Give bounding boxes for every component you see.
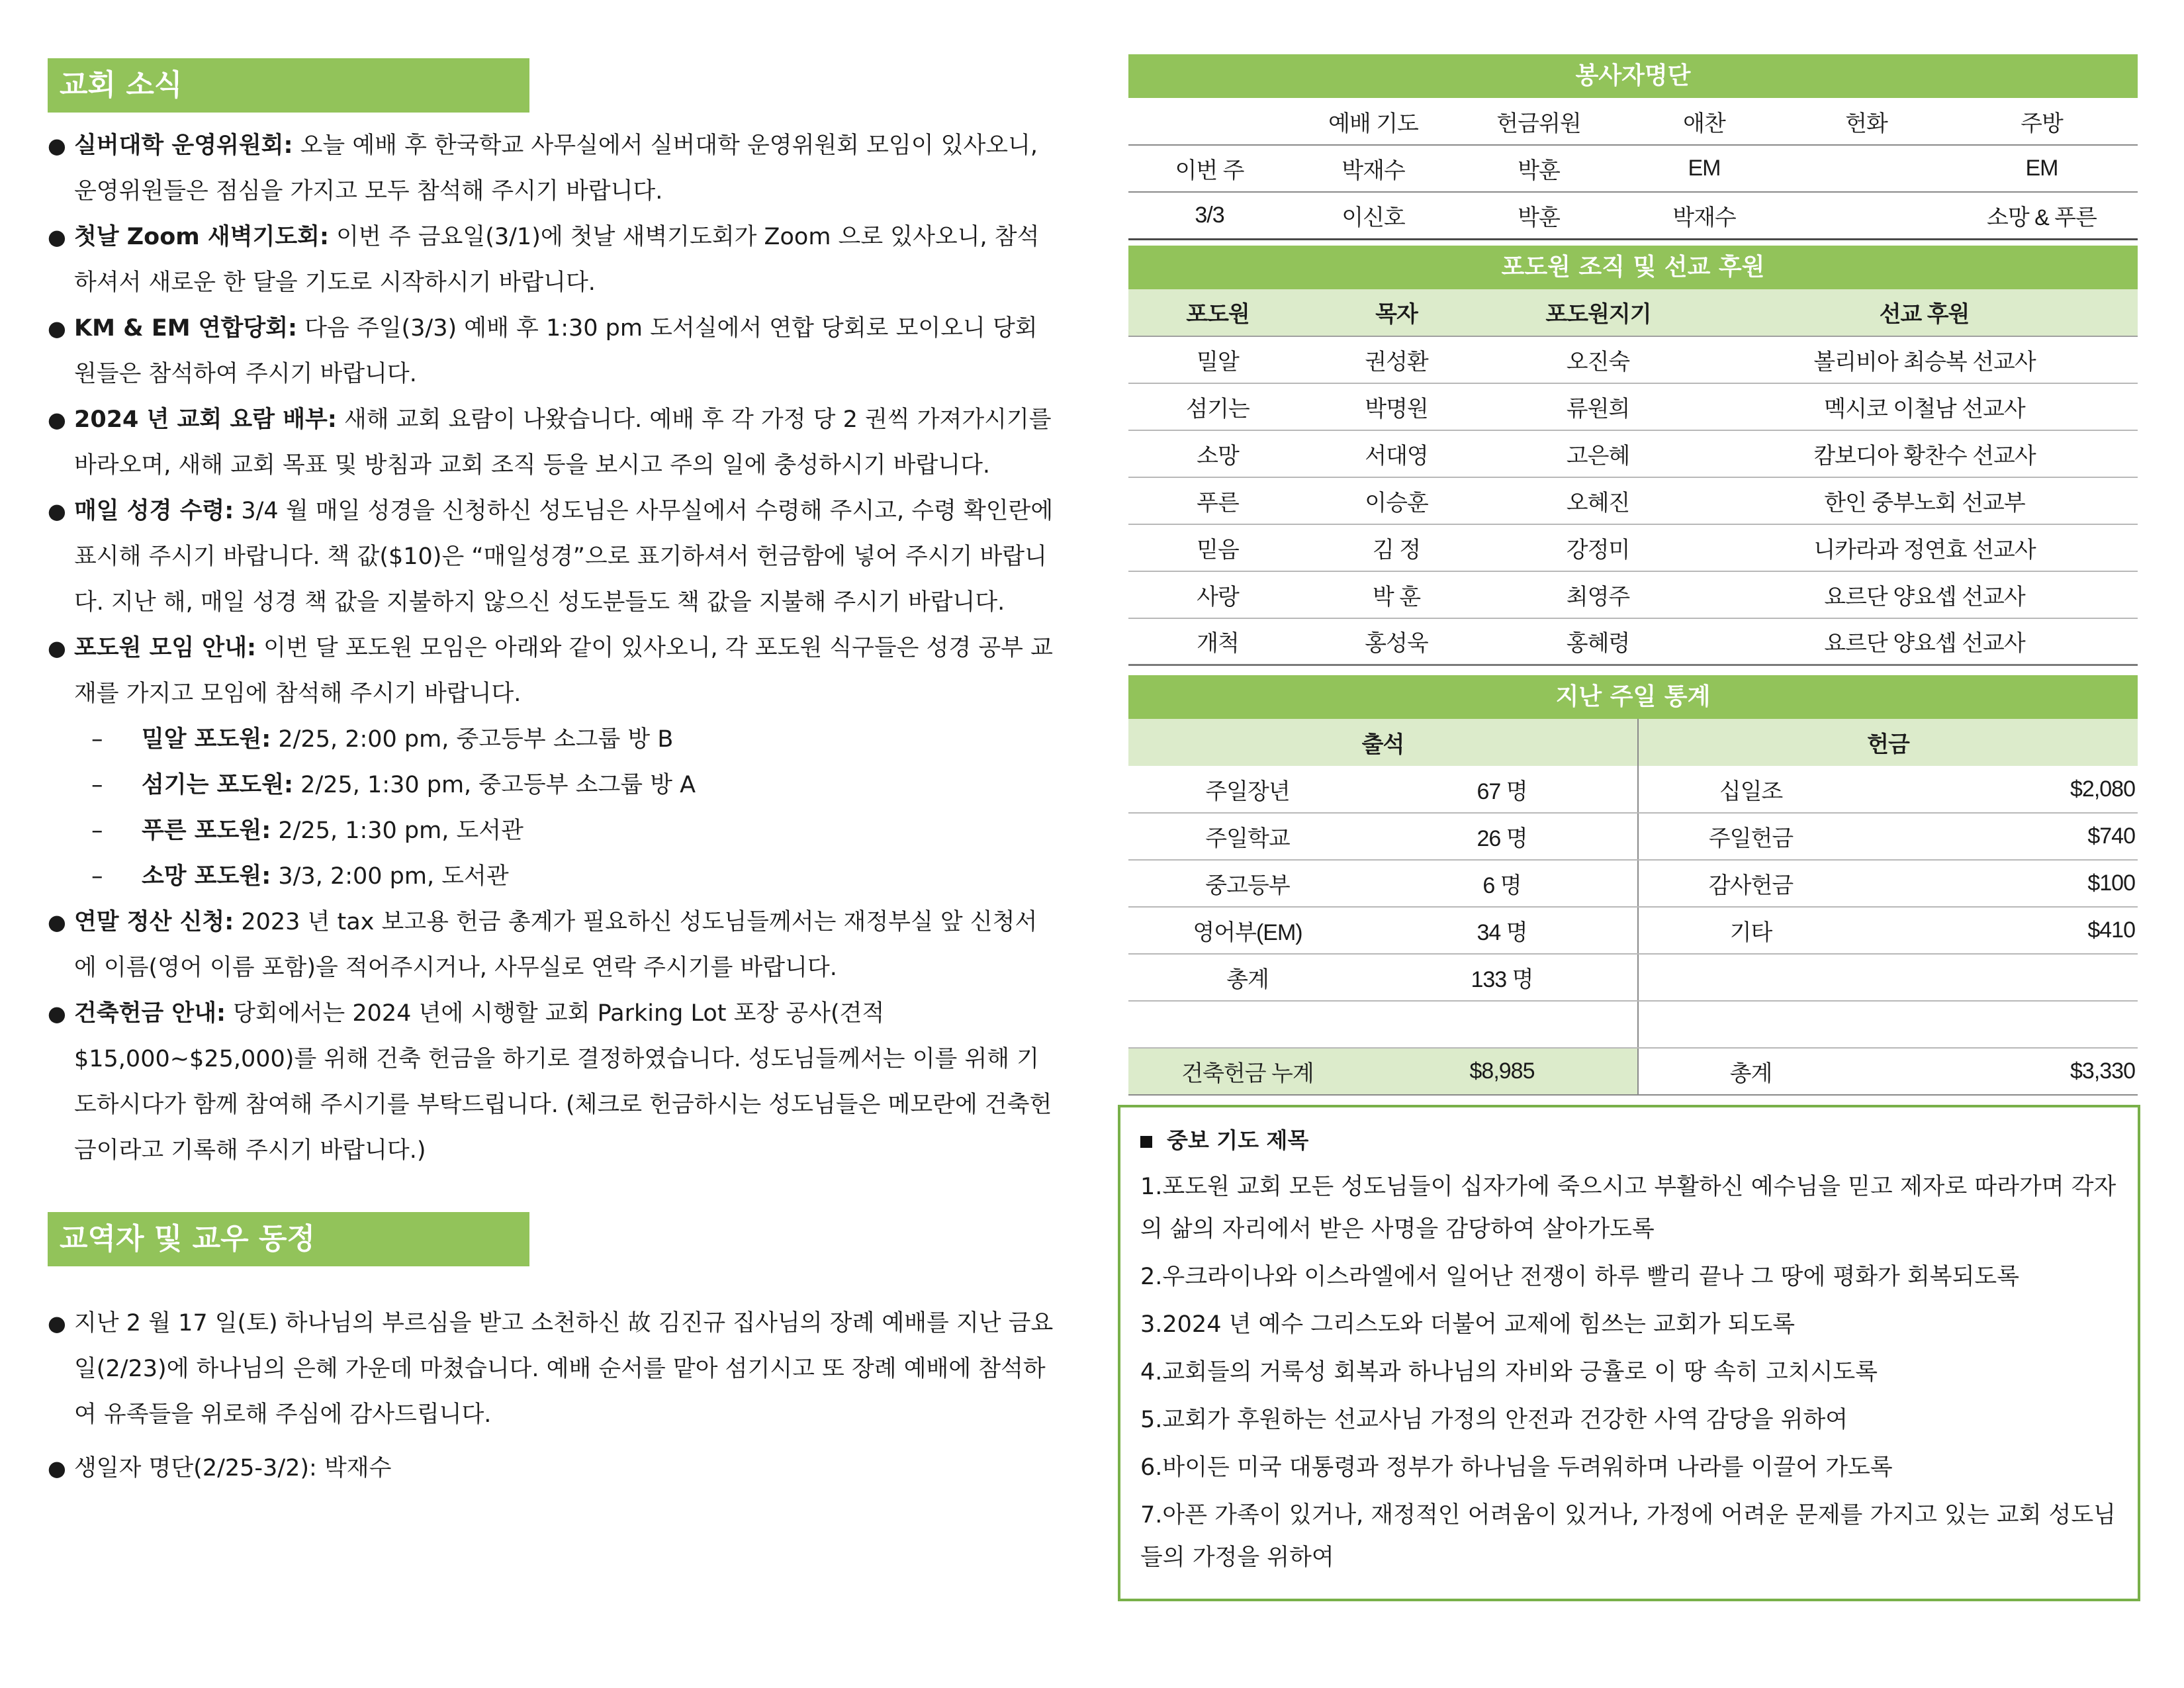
table-row [1128,571,2138,618]
table-row [1128,766,2138,813]
left-column [48,58,1054,1499]
table-cell [1638,954,1863,1001]
table-row [1128,430,2138,477]
staff-news-text: 생일자 명단(2/25-3/2): 박재수 [74,1455,392,1481]
bullet: ● [48,1311,66,1336]
news-item-text: 당회에서는 2024 년에 시행할 교회 Parking Lot 포장 공사(견적 $15,000~$25,000)를 위해 건축 헌금을 하기로 결정하였습니다. 성도님들께서는 이를 위해 기도하시다가 함께 참여해 주시기를 부탁드립니다. (체크로 헌금하시는 성도님들은 메모란에 건축헌금이라고 기록해 주시기 바랍니다.) [74,1000,1052,1164]
table-row [1128,145,2138,192]
table-cell: 총계 [1128,954,1367,1001]
prayer-item: 3.2024 년 예수 그리스도와 더불어 교제에 힘쓰는 교회가 되도록 [1140,1311,1796,1338]
prayer-title [1140,1119,2122,1162]
table-row [1128,618,2138,665]
table-cell: 이번 주 [1128,145,1291,192]
table-row [1128,1001,2138,1048]
table-cell: 최영주 [1486,571,1711,618]
news-item-title: 2024 년 교회 요람 배부: [74,406,337,433]
vineyard-meeting-text: 2/25, 1:30 pm, 중고등부 소그룹 방 A [293,772,696,798]
bullet: ● [48,316,66,341]
table-cell: 기타 [1638,907,1863,954]
stats-title: 지난 주일 통계 [1128,675,2138,719]
church-news-header: 교회 소식 [48,58,529,113]
table-row [1128,860,2138,907]
table-cell: 소망 [1128,430,1307,477]
table-cell: 류원희 [1486,383,1711,430]
offering-total-label: 총계 [1638,1048,1863,1095]
bullet: ● [48,224,66,250]
column-header: 주방 [1946,98,2138,145]
building-fund-label: 건축헌금 누계 [1128,1048,1367,1095]
news-item [48,991,1054,1174]
table-cell: 니카라과 정연효 선교사 [1711,524,2138,571]
table-cell: 박훈 [1456,145,1621,192]
prayer-title-text: 중보 기도 제목 [1167,1127,1309,1153]
table-cell: 박재수 [1621,192,1787,239]
column-header: 선교 후원 [1711,289,2138,336]
table-cell: 소망 & 푸른 [1946,192,2138,239]
table-cell: 34 명 [1367,907,1638,954]
news-item-text: 2023 년 tax 보고용 헌금 총계가 필요하신 성도님들께서는 재정부실 앞 신청서에 이름(영어 이름 포함)을 적어주시거나, 사무실로 연락 주시기를 바랍니다. [74,909,1038,981]
vineyard-meeting-title: 푸른 포도원: [142,818,271,844]
bullet: ● [48,910,66,935]
table-cell: 이신호 [1291,192,1456,239]
table-cell: 박재수 [1291,145,1456,192]
dash: – [91,818,103,844]
prayer-box [1118,1105,2140,1601]
church-news-list [48,123,1054,1174]
table-cell: 서대영 [1307,430,1486,477]
prayer-item: 4.교회들의 거룩성 회복과 하나님의 자비와 긍휼로 이 땅 속히 고치시도록 [1140,1359,1878,1385]
bullet: ● [48,1001,66,1026]
table-cell: 고은혜 [1486,430,1711,477]
table-cell: 홍성욱 [1307,618,1486,665]
table-cell: 6 명 [1367,860,1638,907]
bullet: ● [48,498,66,524]
table-header-row [1128,289,2138,336]
news-item [48,489,1054,626]
table-cell: 한인 중부노회 선교부 [1711,477,2138,524]
news-item [48,123,1054,214]
table-cell [1367,1001,1638,1048]
news-item-title: 연말 정산 신청: [74,909,234,935]
table-row [1128,477,2138,524]
news-item [48,306,1054,397]
volunteers-table [1128,98,2138,240]
table-cell: $740 [1863,813,2138,860]
table-cell: 볼리비아 최승복 선교사 [1711,336,2138,383]
table-cell: 요르단 양요셉 선교사 [1711,571,2138,618]
vineyard-meeting-text: 2/25, 2:00 pm, 중고등부 소그룹 방 B [271,726,674,753]
prayer-item: 1.포도원 교회 모든 성도님들이 십자가에 죽으시고 부활하신 예수님을 믿고 제자로 따라가며 각자의 삶의 자리에서 받은 사명을 감당하여 살아가도록 [1140,1174,2116,1243]
dash: – [91,863,103,890]
column-header: 포도원 [1128,289,1307,336]
table-cell: 중고등부 [1128,860,1367,907]
table-cell: 섬기는 [1128,383,1307,430]
bullet: ● [48,133,66,158]
dash: – [91,772,103,798]
table-cell: 주일장년 [1128,766,1367,813]
vineyard-meeting-item [48,717,1054,763]
prayer-item: 7.아픈 가족이 있거나, 재정적인 어려움이 있거나, 가정에 어려운 문제를 가지고 있는 교회 성도님들의 가정을 위하여 [1140,1502,2116,1571]
square-bullet-icon [1140,1136,1152,1148]
vineyard-title: 포도원 조직 및 선교 후원 [1128,246,2138,289]
table-cell [1638,1001,1863,1048]
bullet: ● [48,407,66,432]
prayer-item: 2.우크라이나와 이스라엘에서 일어난 전쟁이 하루 빨리 끝나 그 땅에 평화가 회복되도록 [1140,1264,2020,1290]
vineyard-meeting-text: 3/3, 2:00 pm, 도서관 [271,863,509,890]
column-header [1128,98,1291,145]
bullet: ● [48,1456,66,1481]
table-cell: $2,080 [1863,766,2138,813]
table-cell: 김 정 [1307,524,1486,571]
table-cell [1863,954,2138,1001]
table-cell [1787,145,1946,192]
volunteers-title: 봉사자명단 [1128,54,2138,98]
bullet: ● [48,635,66,661]
attendance-header: 출석 [1128,719,1638,766]
table-cell [1128,1001,1367,1048]
news-item-text: 다음 주일(3/3) 예배 후 1:30 pm 도서실에서 연합 당회로 모이오니 당회원들은 참석하여 주시기 바랍니다. [74,315,1038,387]
table-cell: 67 명 [1367,766,1638,813]
table-cell: 오진숙 [1486,336,1711,383]
news-item-text: 새해 교회 요람이 나왔습니다. 예배 후 각 가정 당 2 권씩 가져가시기를 바라오며, 새해 교회 목표 및 방침과 교회 조직 등을 보시고 주의 일에 충성하시기 바랍니다. [74,406,1052,479]
table-cell: 26 명 [1367,813,1638,860]
table-cell: 오혜진 [1486,477,1711,524]
table-header-row [1128,719,2138,766]
table-cell: 믿음 [1128,524,1307,571]
offering-total-value: $3,330 [1863,1048,2138,1095]
column-header: 목자 [1307,289,1486,336]
column-header: 애찬 [1621,98,1787,145]
prayer-item: 6.바이든 미국 대통령과 정부가 하나님을 두려워하며 나라를 이끌어 가도록 [1140,1454,1893,1481]
table-row [1128,336,2138,383]
table-cell [1787,192,1946,239]
table-cell: EM [1621,145,1787,192]
news-item-title: 첫날 Zoom 새벽기도회: [74,224,329,250]
news-item-text: 3/4 월 매일 성경을 신청하신 성도님은 사무실에서 수령해 주시고, 수령 확인란에 표시해 주시기 바랍니다. 책 값($10)은 “매일성경”으로 표기하셔서 헌금함에 넣어 주시기 바랍니다. 지난 해, 매일 성경 책 값을 지불하지 않으신 성도분들도 책 값을 지불해 주시기 바랍니다. [74,498,1054,616]
table-cell: 캄보디아 황찬수 선교사 [1711,430,2138,477]
news-item-text: 이번 달 포도원 모임은 아래와 같이 있사오니, 각 포도원 식구들은 성경 공부 교재를 가지고 모임에 참석해 주시기 바랍니다. [74,635,1053,707]
dash: – [91,726,103,753]
news-item-title: 실버대학 운영위원회: [74,132,293,159]
table-cell: 요르단 양요셉 선교사 [1711,618,2138,665]
stats-table [1128,719,2138,1096]
table-cell: 사랑 [1128,571,1307,618]
table-header-row [1128,98,2138,145]
table-cell: 십일조 [1638,766,1863,813]
table-cell: 박 훈 [1307,571,1486,618]
table-cell: 강정미 [1486,524,1711,571]
vineyard-meeting-title: 소망 포도원: [142,863,271,890]
table-cell: $100 [1863,860,2138,907]
news-item-text: 오늘 예배 후 한국학교 사무실에서 실버대학 운영위원회 모임이 있사오니, 운영위원들은 점심을 가지고 모두 참석해 주시기 바랍니다. [74,132,1038,205]
table-cell: 주일학교 [1128,813,1367,860]
vineyard-table [1128,289,2138,667]
table-cell: 멕시코 이철남 선교사 [1711,383,2138,430]
table-cell [1863,1001,2138,1048]
staff-news-item [48,1446,1054,1491]
news-item-title: 포도원 모임 안내: [74,635,257,661]
table-cell: 개척 [1128,618,1307,665]
table-cell: 3/3 [1128,192,1291,239]
staff-news-header: 교역자 및 교우 동정 [48,1212,529,1266]
total-row [1128,1048,2138,1095]
vineyard-meeting-title: 섬기는 포도원: [142,772,294,798]
table-cell: 홍혜령 [1486,618,1711,665]
news-item [48,900,1054,991]
vineyard-meeting-text: 2/25, 1:30 pm, 도서관 [271,818,523,844]
news-item [48,214,1054,306]
news-item-title: 건축헌금 안내: [74,1000,226,1027]
table-row [1128,907,2138,954]
offering-header: 헌금 [1638,719,2138,766]
staff-news-text: 지난 2 월 17 일(토) 하나님의 부르심을 받고 소천하신 故 김진규 집사님의 장례 예배를 지난 금요일(2/23)에 하나님의 은혜 가운데 마쳤습니다. 예배 순서를 맡아 섬기시고 또 장례 예배에 참석하여 유족들을 위로해 주심에 감사드립니다. [74,1310,1054,1428]
table-row [1128,954,2138,1001]
table-cell: 박훈 [1456,192,1621,239]
table-row [1128,813,2138,860]
vineyard-meeting-title: 밀알 포도원: [142,726,271,753]
table-cell: 박명원 [1307,383,1486,430]
vineyard-meeting-item [48,763,1054,808]
news-item-title: 매일 성경 수령: [74,498,234,524]
column-header: 헌화 [1787,98,1946,145]
prayer-item: 5.교회가 후원하는 선교사님 가정의 안전과 건강한 사역 감당을 위하여 [1140,1407,1848,1433]
vineyard-meeting-item [48,854,1054,900]
table-cell: $410 [1863,907,2138,954]
table-cell: 주일헌금 [1638,813,1863,860]
table-cell: 푸른 [1128,477,1307,524]
table-row [1128,192,2138,239]
table-cell: 133 명 [1367,954,1638,1001]
staff-news-item [48,1301,1054,1438]
news-item [48,626,1054,717]
vineyard-meeting-item [48,808,1054,854]
table-row [1128,524,2138,571]
staff-news-list [48,1301,1054,1491]
building-fund-value: $8,985 [1367,1048,1638,1095]
table-cell: 감사헌금 [1638,860,1863,907]
table-cell: 밀알 [1128,336,1307,383]
news-item-text: 이번 주 금요일(3/1)에 첫날 새벽기도회가 Zoom 으로 있사오니, 참석하셔서 새로운 한 달을 기도로 시작하시기 바랍니다. [74,224,1040,296]
news-item-title: KM & EM 연합당회: [74,315,298,342]
table-row [1128,383,2138,430]
table-cell: 이승훈 [1307,477,1486,524]
right-column [1128,54,2138,1601]
column-header: 포도원지기 [1486,289,1711,336]
table-cell: EM [1946,145,2138,192]
table-cell: 권성환 [1307,336,1486,383]
table-cell: 영어부(EM) [1128,907,1367,954]
column-header: 헌금위원 [1456,98,1621,145]
news-item [48,397,1054,489]
column-header: 예배 기도 [1291,98,1456,145]
